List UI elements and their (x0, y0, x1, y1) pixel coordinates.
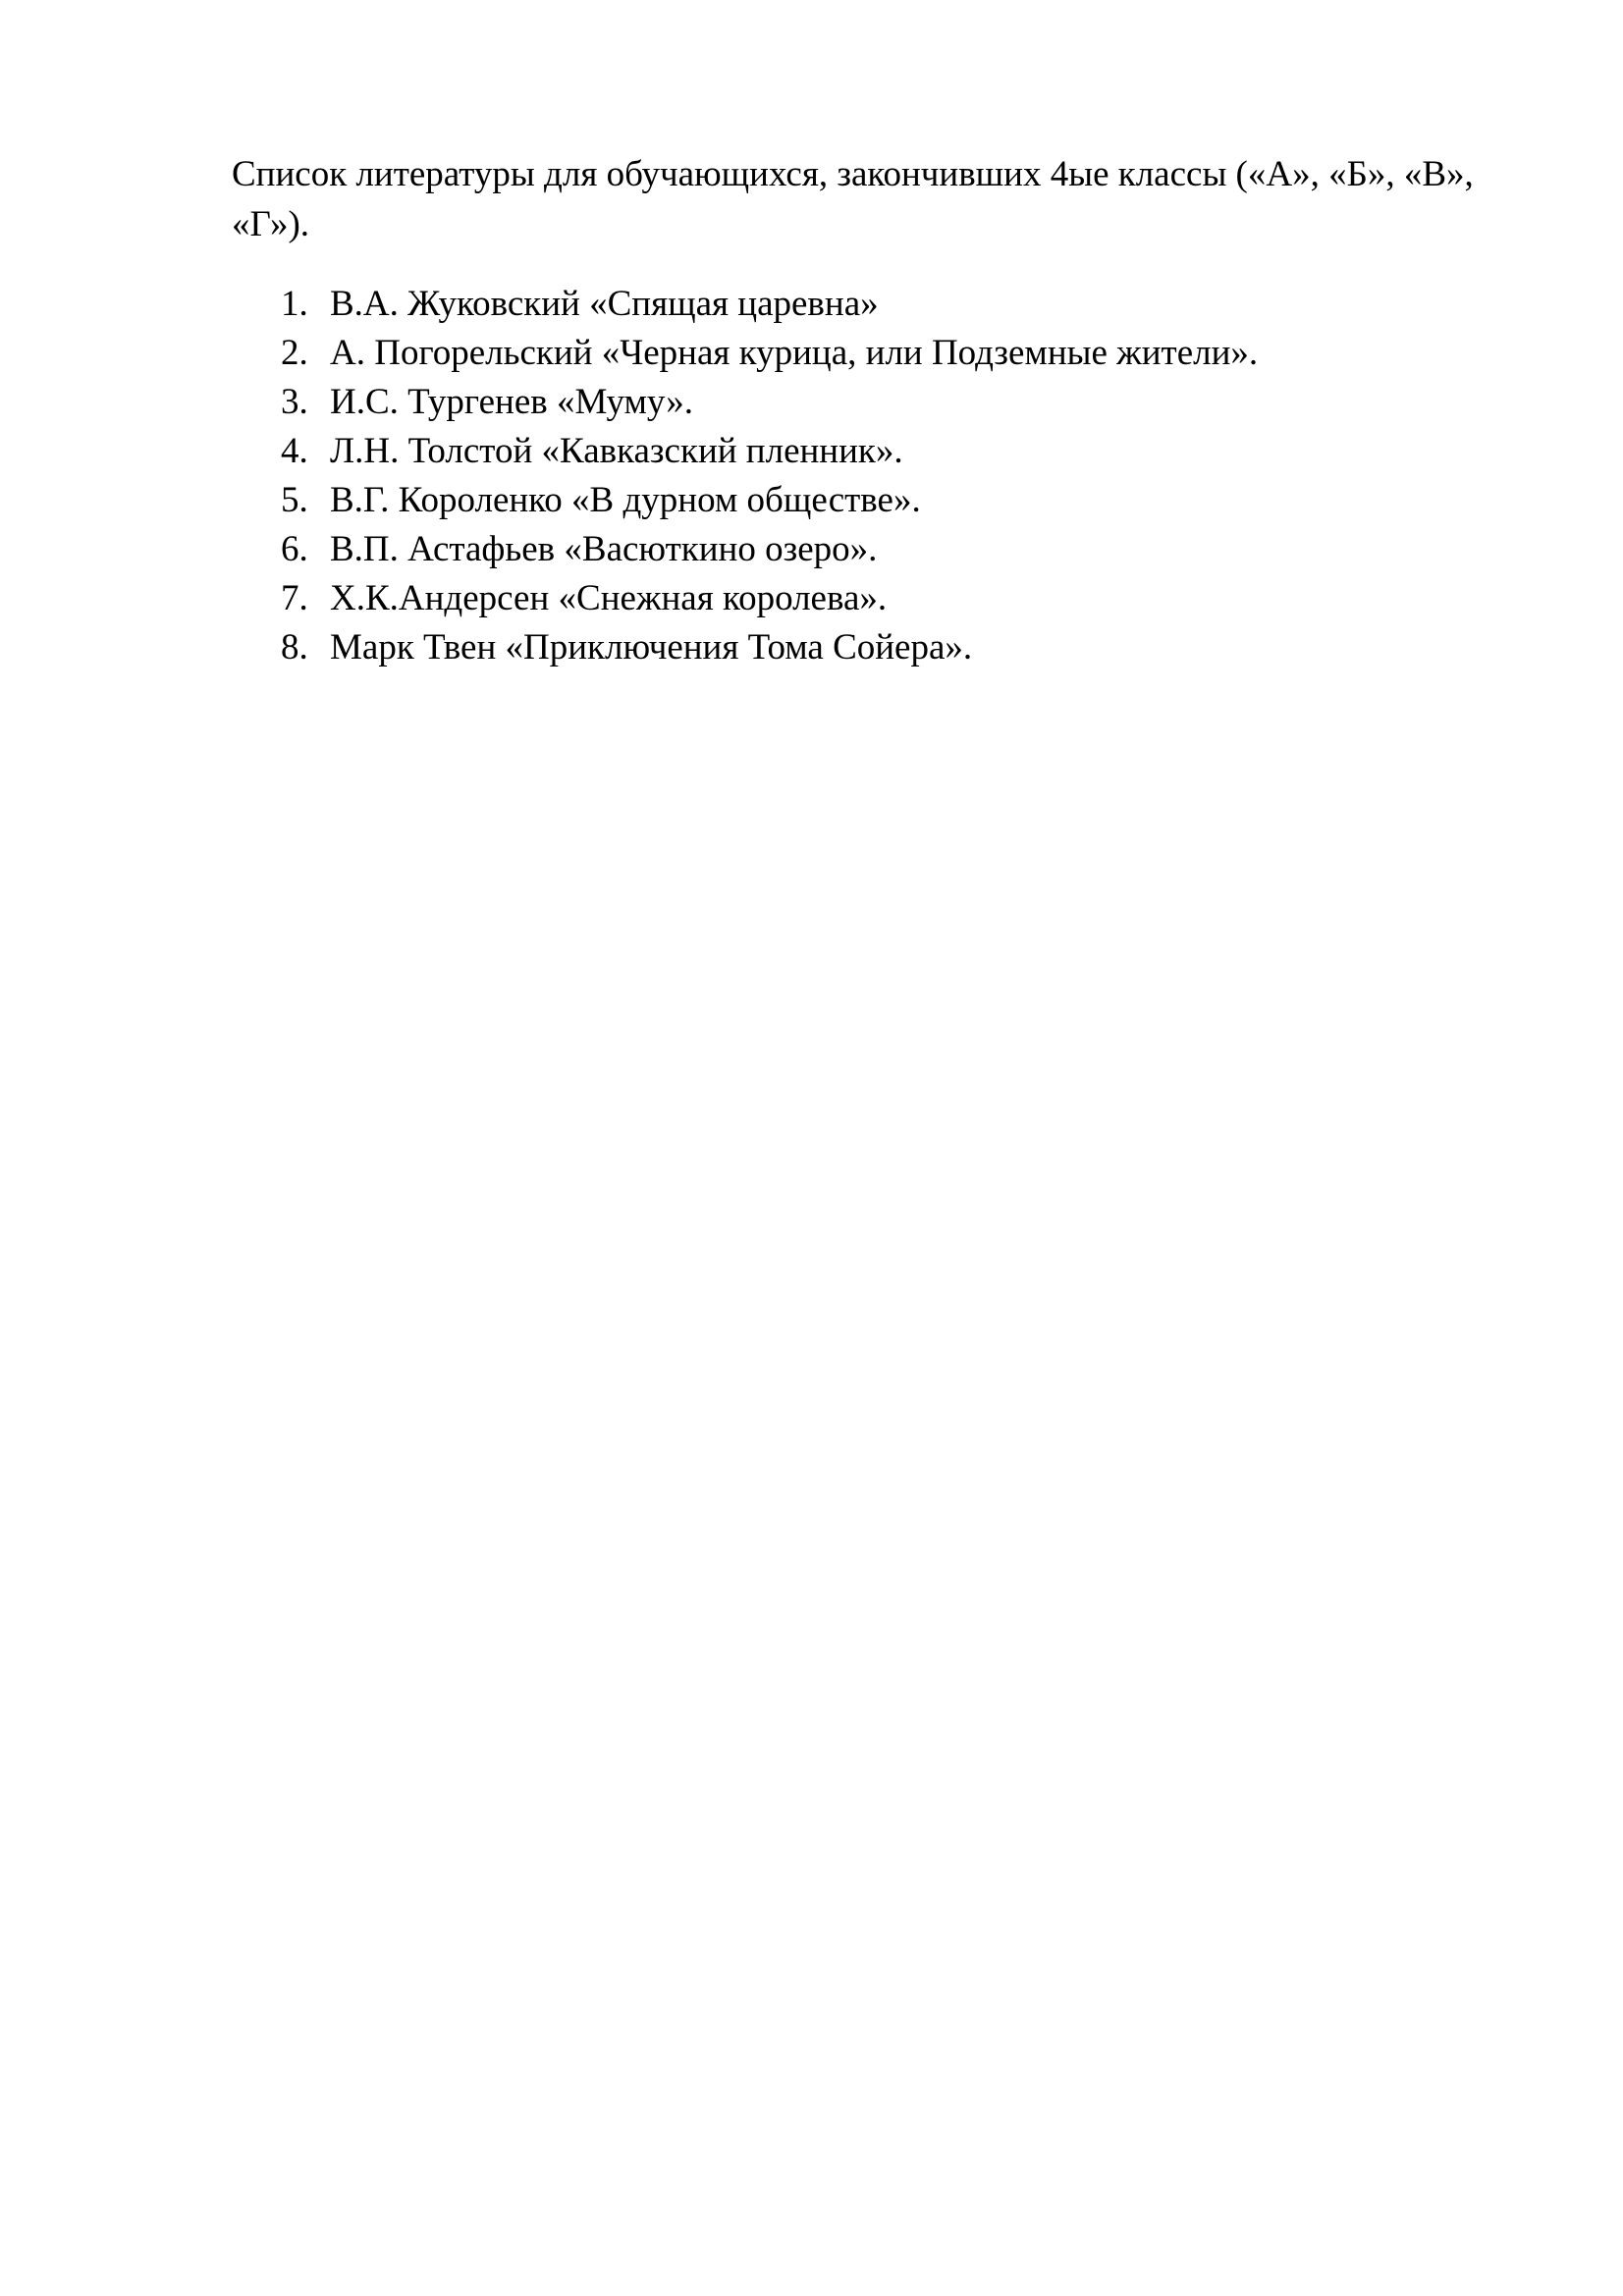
list-item (232, 378, 1498, 427)
list-intro: Список литературы для обучающихся, закончивших 4ые классы («А», «Б», «В», «Г»). (232, 154, 1474, 244)
list-item (232, 329, 1498, 378)
list-item-text: Марк Твен «Приключения Тома Сойера». (330, 627, 973, 667)
list-item (232, 427, 1498, 476)
list-item-text: Х.К.Андерсен «Снежная королева». (330, 578, 888, 618)
list-item-text: И.С. Тургенев «Муму». (330, 382, 694, 422)
list-item-text: Л.Н. Толстой «Кавказский пленник». (330, 431, 903, 471)
list-item-number: 4. (281, 431, 308, 471)
list-item-text: В.А. Жуковский «Спящая царевна» (330, 284, 879, 324)
list-item-text: В.П. Астафьев «Васюткино озеро». (330, 529, 878, 569)
list-item-number: 3. (281, 382, 308, 422)
list-item-number: 8. (281, 627, 308, 667)
list-item-number: 1. (281, 284, 308, 324)
list-item (232, 525, 1498, 574)
list-item-number: 2. (281, 333, 308, 373)
list-item-number: 6. (281, 529, 308, 569)
book-list (232, 280, 1498, 672)
list-item-text: А. Погорельский «Черная курица, или Подземные жители». (330, 333, 1259, 373)
list-item (232, 574, 1498, 623)
list-item (232, 623, 1498, 672)
list-item-number: 7. (281, 578, 308, 618)
list-item-number: 5. (281, 480, 308, 520)
list-item (232, 280, 1498, 329)
list-item-text: В.Г. Короленко «В дурном обществе». (330, 480, 921, 520)
document-content (232, 149, 1498, 672)
list-item (232, 476, 1498, 525)
